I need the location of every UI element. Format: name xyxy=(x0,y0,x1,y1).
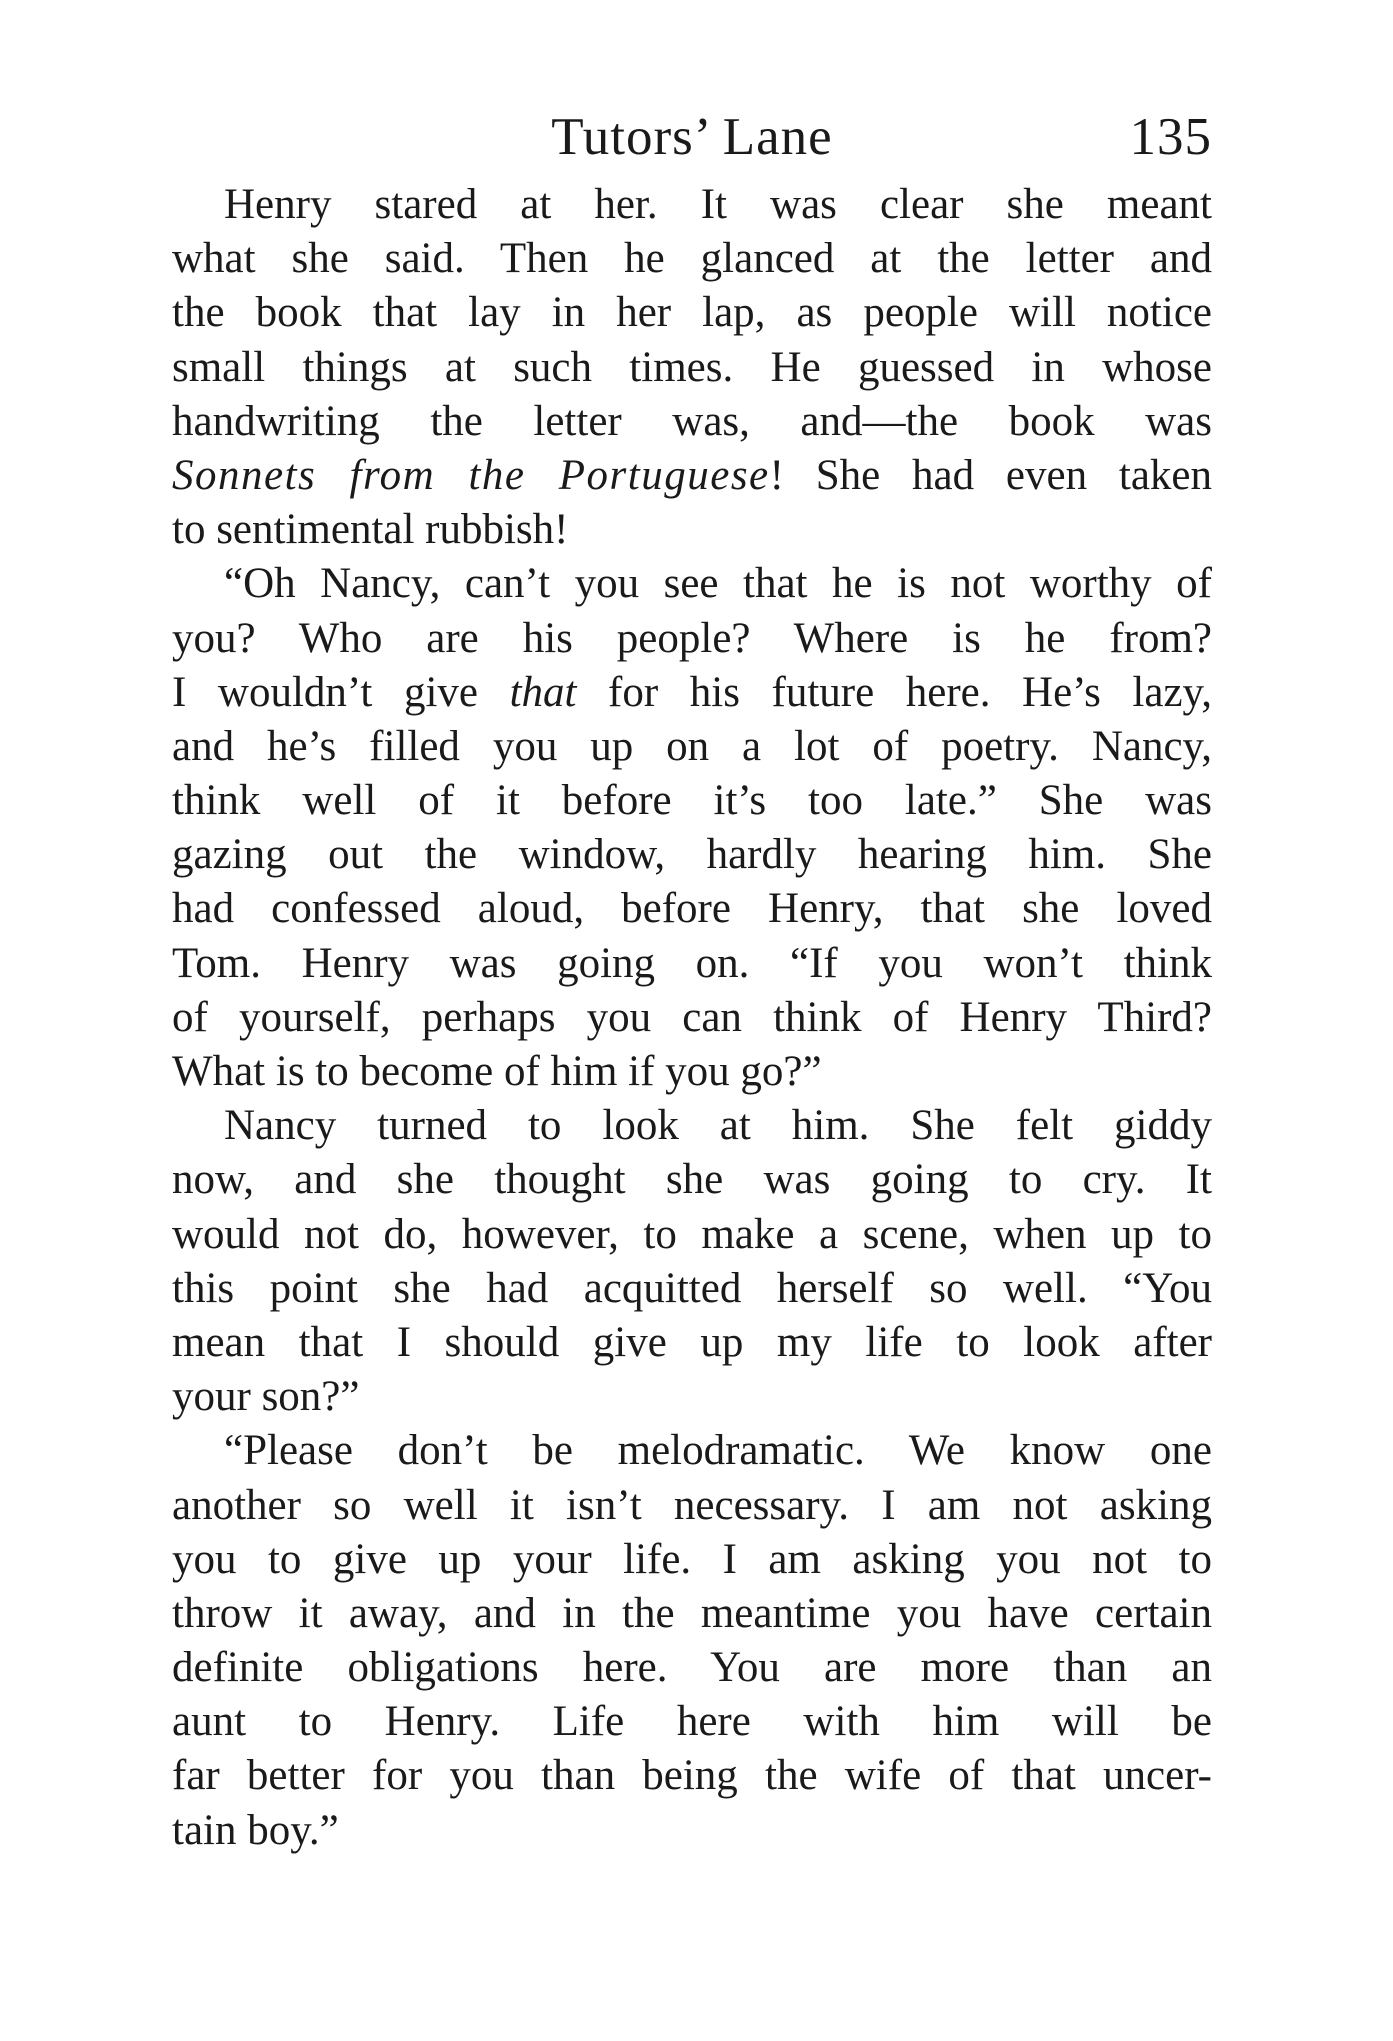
book-title-italic: Sonnets from the Portuguese xyxy=(172,451,770,499)
text-fragment: I wouldn’t give xyxy=(172,668,510,716)
text-line: you to give up your life. I am asking you not to xyxy=(172,1535,1212,1583)
text-fragment: ! She had even taken xyxy=(769,451,1212,499)
text-line: of yourself, perhaps you can think of Henry Third? xyxy=(172,993,1212,1041)
text-line: Nancy turned to look at him. She felt giddy xyxy=(224,1102,1212,1150)
text-line: what she said. Then he glanced at the letter and xyxy=(172,235,1212,283)
running-title: Tutors’ Lane xyxy=(551,108,833,166)
text-line: now, and she thought she was going to cry. It xyxy=(172,1156,1212,1204)
text-line: the book that lay in her lap, as people will notice xyxy=(172,289,1212,337)
text-line: would not do, however, to make a scene, when up to xyxy=(172,1210,1212,1258)
text-line: this point she had acquitted herself so well. “You xyxy=(172,1264,1212,1312)
text-line: “Oh Nancy, can’t you see that he is not worthy of xyxy=(224,560,1212,608)
text-line: tain boy.” xyxy=(172,1806,339,1854)
text-line: definite obligations here. You are more than an xyxy=(172,1644,1212,1692)
text-line: What is to become of him if you go?” xyxy=(172,1048,822,1095)
text-line xyxy=(172,666,1212,720)
text-line: Henry stared at her. It was clear she meant xyxy=(224,181,1212,228)
text-line: think well of it before it’s too late.” She was xyxy=(172,777,1212,825)
running-head xyxy=(172,102,1212,172)
body-text xyxy=(172,178,1212,1858)
text-fragment: for his future here. He’s lazy, xyxy=(576,668,1213,716)
text-line: your son?” xyxy=(172,1373,360,1421)
text-line: had confessed aloud, before Henry, that she loved xyxy=(172,885,1212,933)
text-line: far better for you than being the wife of that uncer- xyxy=(172,1752,1212,1800)
text-line: aunt to Henry. Life here with him will be xyxy=(172,1698,1212,1746)
text-line: handwriting the letter was, and—the book was xyxy=(172,397,1212,445)
text-line xyxy=(172,449,1212,503)
page-number: 135 xyxy=(1129,108,1212,166)
text-line: Tom. Henry was going on. “If you won’t think xyxy=(172,939,1212,987)
text-line: gazing out the window, hardly hearing him. She xyxy=(172,831,1212,879)
text-line: you? Who are his people? Where is he from? xyxy=(172,614,1212,662)
text-line: mean that I should give up my life to look after xyxy=(172,1318,1212,1366)
emphasis-italic: that xyxy=(509,668,577,716)
text-line: to sentimental rubbish! xyxy=(172,506,569,554)
text-line: and he’s filled you up on a lot of poetry. Nancy, xyxy=(172,722,1212,770)
text-line: another so well it isn’t necessary. I am not asking xyxy=(172,1481,1212,1529)
text-line: “Please don’t be melodramatic. We know one xyxy=(224,1427,1212,1475)
text-line: throw it away, and in the meantime you have certain xyxy=(172,1589,1212,1637)
text-line: small things at such times. He guessed in whose xyxy=(172,343,1212,391)
